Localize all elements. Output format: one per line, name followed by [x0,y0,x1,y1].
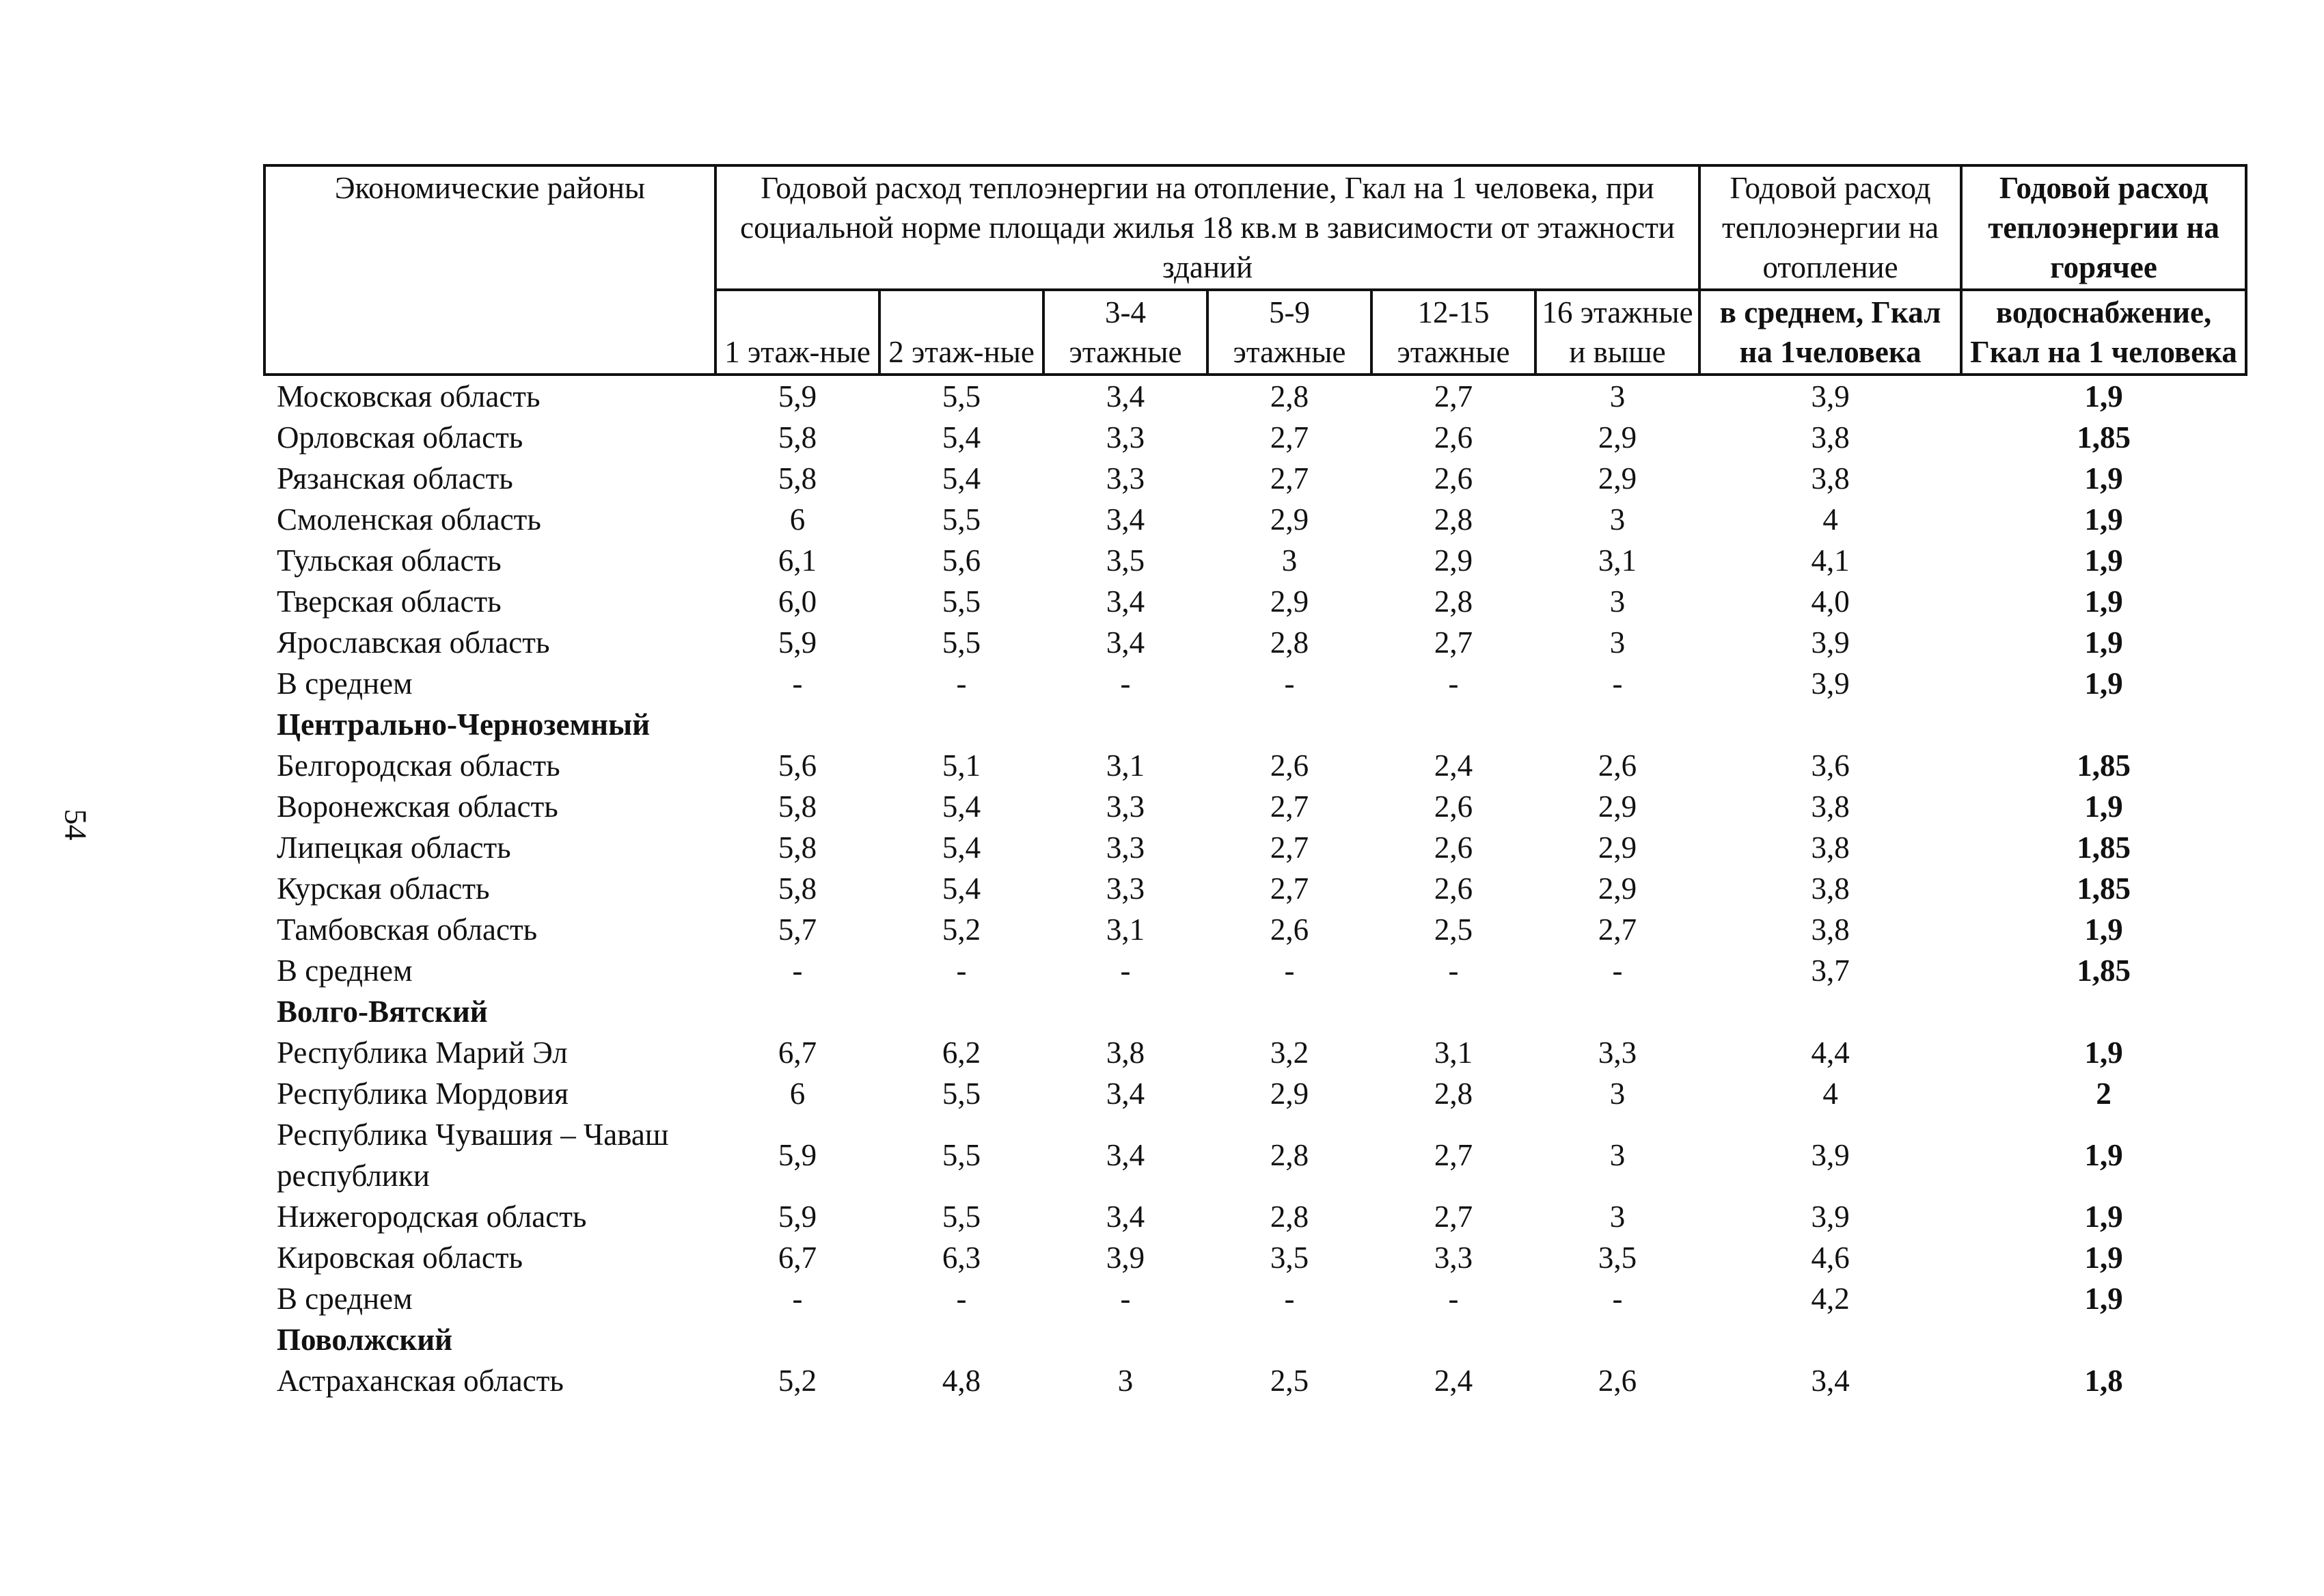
region-name: Республика Чувашия – Чаваш республики [277,1118,669,1193]
avg-value-cell: 3,9 [1811,666,1850,701]
avg-value-cell: 3,6 [1811,748,1850,783]
header-floor-3-4: 3-4 этажные [1043,290,1207,375]
header-region: Экономические районы [264,165,715,375]
table-row [264,1073,2246,1114]
region-name: Тверская область [277,584,502,619]
floor-value-cell: 3,3 [1106,830,1145,865]
header-floor-2: 2 этаж-ные [879,290,1043,375]
avg-value-cell: 3,8 [1811,789,1850,824]
floor-value-cell: 5,7 [778,912,817,947]
floor-value-cell: 2,8 [1434,502,1473,537]
floor-value-cell: 2,9 [1270,502,1309,537]
table-group-row [264,704,2246,745]
table-body [264,375,2246,1401]
avg-value-cell: 4,6 [1811,1241,1850,1275]
floor-value-cell: - [1612,1282,1623,1316]
floor-value-cell: 3 [1609,584,1626,619]
floor-value-cell: 2,8 [1434,584,1473,619]
header-water-top: Годовой расход теплоэнергии на горячее [1961,165,2246,290]
water-value-cell: 1,9 [2084,789,2123,824]
floor-value-cell: 2,9 [1270,584,1309,619]
avg-value-cell: 4,2 [1811,1282,1850,1316]
water-value-cell: 1,9 [2084,379,2123,414]
table-header [264,165,2246,375]
floor-value-cell: - [792,953,803,988]
floor-value-cell: 2,6 [1270,912,1309,947]
region-name: Нижегородская область [277,1200,587,1234]
region-name: В среднем [277,1282,413,1316]
floor-value-cell: 3,3 [1434,1241,1473,1275]
floor-value-cell: 3,3 [1106,789,1145,824]
region-name: Астраханская область [277,1364,564,1398]
table-row [264,909,2246,950]
floor-value-cell: 3,1 [1598,543,1637,578]
region-name: Белгородская область [277,748,560,783]
region-name: Тульская область [277,543,502,578]
region-name: В среднем [277,666,413,701]
header-floor-1: 1 этаж-ные [715,290,879,375]
avg-value-cell: 3,9 [1811,1200,1850,1234]
floor-value-cell: 5,5 [942,1138,981,1172]
table-row [264,581,2246,622]
floor-value-cell: 2,7 [1598,912,1637,947]
floor-value-cell: 3 [1609,1200,1626,1234]
water-value-cell: 1,9 [2084,543,2123,578]
group-name: Центрально-Черноземный [277,707,651,742]
region-name: Кировская область [277,1241,523,1275]
avg-value-cell: 3,8 [1811,871,1850,906]
floor-value-cell: 5,5 [942,625,981,660]
floor-value-cell: 5,5 [942,502,981,537]
floor-value-cell: 2,7 [1434,625,1473,660]
floor-value-cell: 5,2 [778,1364,817,1398]
floor-value-cell: 5,4 [942,789,981,824]
floor-value-cell: 5,4 [942,871,981,906]
water-value-cell: 1,9 [2084,584,2123,619]
floor-value-cell: 3,5 [1270,1241,1309,1275]
floor-value-cell: 2,6 [1598,1364,1637,1398]
table-row [264,499,2246,540]
region-name: Курская область [277,871,490,906]
floor-value-cell: 2,8 [1434,1077,1473,1111]
floor-value-cell: 3,5 [1106,543,1145,578]
floor-value-cell: 5,4 [942,420,981,455]
header-avg-top: Годовой расход теплоэнергии на отопление [1699,165,1961,290]
water-value-cell: 1,9 [2084,1241,2123,1275]
region-name: Орловская область [277,420,523,455]
floor-value-cell: 2,9 [1598,461,1637,496]
floor-value-cell: - [1284,666,1295,701]
floor-value-cell: - [1612,666,1623,701]
floor-value-cell: 2,9 [1598,789,1637,824]
avg-value-cell: 4,4 [1811,1036,1850,1070]
floor-value-cell: 3,4 [1106,1200,1145,1234]
table-row [264,1114,2246,1196]
table-row [264,1032,2246,1073]
floor-value-cell: 3,4 [1106,379,1145,414]
floor-value-cell: 3 [1609,625,1626,660]
floor-value-cell: - [1448,666,1459,701]
floor-value-cell: 3,4 [1106,502,1145,537]
table-row [264,1196,2246,1237]
floor-value-cell: 2,6 [1434,871,1473,906]
floor-value-cell: - [1284,953,1295,988]
table-row [264,663,2246,704]
avg-value-cell: 3,9 [1811,1138,1850,1172]
floor-value-cell: 3,1 [1106,912,1145,947]
floor-value-cell: 5,9 [778,625,817,660]
floor-value-cell: 2,9 [1434,543,1473,578]
heating-table [263,164,2247,1401]
floor-value-cell: 5,6 [942,543,981,578]
table-row [264,540,2246,581]
region-name: Воронежская область [277,789,558,824]
water-value-cell: 1,85 [2077,420,2131,455]
region-name: Московская область [277,379,541,414]
floor-value-cell: 3 [1609,379,1626,414]
floor-value-cell: 3 [1609,502,1626,537]
floor-value-cell: 2,8 [1270,1200,1309,1234]
floor-value-cell: 5,8 [778,871,817,906]
region-name: Ярославская область [277,625,550,660]
header-floor-12-15: 12-15 этажные [1371,290,1535,375]
floor-value-cell: - [1120,1282,1131,1316]
floor-value-cell: 3,3 [1106,420,1145,455]
header-floor-16-plus: 16 этажные и выше [1535,290,1699,375]
floor-value-cell: 5,8 [778,420,817,455]
water-value-cell: 1,9 [2084,1036,2123,1070]
floor-value-cell: 3,5 [1598,1241,1637,1275]
floor-value-cell: 3,4 [1106,1077,1145,1111]
floor-value-cell: 5,2 [942,912,981,947]
floor-value-cell: 2,7 [1270,420,1309,455]
region-name: Липецкая область [277,830,511,865]
floor-value-cell: 3,4 [1106,584,1145,619]
floor-value-cell: 2,7 [1434,379,1473,414]
floor-value-cell: 2,5 [1270,1364,1309,1398]
floor-value-cell: 3 [1609,1077,1626,1111]
floor-value-cell: 2,9 [1270,1077,1309,1111]
floor-value-cell: 5,9 [778,1138,817,1172]
floor-value-cell: 2,7 [1434,1138,1473,1172]
water-value-cell: 1,85 [2077,871,2131,906]
floor-value-cell: - [1284,1282,1295,1316]
avg-value-cell: 3,8 [1811,912,1850,947]
floor-value-cell: 3,4 [1106,625,1145,660]
avg-value-cell: 3,9 [1811,379,1850,414]
floor-value-cell: 2,6 [1434,461,1473,496]
water-value-cell: 1,85 [2077,830,2131,865]
floor-value-cell: 5,4 [942,830,981,865]
floor-value-cell: - [1448,1282,1459,1316]
avg-value-cell: 3,8 [1811,461,1850,496]
region-name: Смоленская область [277,502,541,537]
table-row [264,1360,2246,1401]
table-row [264,1237,2246,1278]
water-value-cell: 1,9 [2084,502,2123,537]
floor-value-cell: 6 [789,502,806,537]
floor-value-cell: 5,4 [942,461,981,496]
floor-value-cell: 2,4 [1434,1364,1473,1398]
floor-value-cell: 3 [1117,1364,1134,1398]
table-row [264,458,2246,499]
table-row [264,950,2246,991]
floor-value-cell: - [956,953,967,988]
page-number: 54 [58,809,94,841]
water-value-cell: 1,85 [2077,953,2131,988]
floor-value-cell: 3,4 [1106,1138,1145,1172]
water-value-cell: 1,9 [2084,461,2123,496]
header-heating-group: Годовой расход теплоэнергии на отопление, Гкал на 1 человека, при социальной норме площади жилья 18 кв.м в зависимости от этажности зданий [715,165,1699,290]
floor-value-cell: 2,6 [1434,830,1473,865]
table-row [264,745,2246,786]
floor-value-cell: 6,1 [778,543,817,578]
floor-value-cell: 3,1 [1434,1036,1473,1070]
avg-value-cell: 3,7 [1811,953,1850,988]
floor-value-cell: 5,5 [942,584,981,619]
region-name: Республика Марий Эл [277,1036,568,1070]
table-group-row [264,991,2246,1032]
floor-value-cell: - [956,666,967,701]
floor-value-cell: 3,3 [1598,1036,1637,1070]
floor-value-cell: 3,1 [1106,748,1145,783]
water-value-cell: 1,9 [2084,1282,2123,1316]
table-row [264,622,2246,663]
floor-value-cell: 6 [789,1077,806,1111]
header-floor-5-9: 5-9 этажные [1207,290,1371,375]
floor-value-cell: 5,8 [778,789,817,824]
floor-value-cell: - [956,1282,967,1316]
floor-value-cell: - [1120,666,1131,701]
avg-value-cell: 3,8 [1811,420,1850,455]
water-value-cell: 1,9 [2084,912,2123,947]
floor-value-cell: - [792,1282,803,1316]
table-row [264,375,2246,417]
header-water-bottom: водоснабжение, Гкал на 1 человека [1961,290,2246,375]
header-avg-bottom: в среднем, Гкал на 1человека [1699,290,1961,375]
avg-value-cell: 4,1 [1811,543,1850,578]
floor-value-cell: 2,7 [1270,789,1309,824]
floor-value-cell: 5,5 [942,1077,981,1111]
floor-value-cell: - [1120,953,1131,988]
floor-value-cell: 2,7 [1434,1200,1473,1234]
floor-value-cell: 6,3 [942,1241,981,1275]
floor-value-cell: 3,8 [1106,1036,1145,1070]
region-name: Рязанская область [277,461,513,496]
water-value-cell: 1,8 [2084,1364,2123,1398]
floor-value-cell: 6,7 [778,1241,817,1275]
floor-value-cell: 4,8 [942,1364,981,1398]
floor-value-cell: 2,5 [1434,912,1473,947]
avg-value-cell: 3,4 [1811,1364,1850,1398]
floor-value-cell: 2,7 [1270,461,1309,496]
avg-value-cell: 3,9 [1811,625,1850,660]
floor-value-cell: 3 [1281,543,1298,578]
table-row [264,827,2246,868]
floor-value-cell: 2,6 [1434,789,1473,824]
floor-value-cell: 2,7 [1270,871,1309,906]
avg-value-cell: 4,0 [1811,584,1850,619]
floor-value-cell: 3,3 [1106,461,1145,496]
floor-value-cell: 5,9 [778,1200,817,1234]
floor-value-cell: 3,2 [1270,1036,1309,1070]
region-name: Республика Мордовия [277,1077,569,1111]
floor-value-cell: 2,6 [1270,748,1309,783]
floor-value-cell: - [792,666,803,701]
group-name: Поволжский [277,1323,453,1357]
avg-value-cell: 4 [1822,502,1838,537]
floor-value-cell: 3 [1609,1138,1626,1172]
region-name: Тамбовская область [277,912,538,947]
floor-value-cell: 5,8 [778,461,817,496]
water-value-cell: 2 [2096,1077,2111,1111]
table-row [264,1278,2246,1319]
floor-value-cell: 5,9 [778,379,817,414]
avg-value-cell: 3,8 [1811,830,1850,865]
floor-value-cell: 2,8 [1270,1138,1309,1172]
table-row [264,786,2246,827]
floor-value-cell: 2,8 [1270,379,1309,414]
floor-value-cell: 3,9 [1106,1241,1145,1275]
floor-value-cell: 5,6 [778,748,817,783]
floor-value-cell: 2,6 [1598,748,1637,783]
water-value-cell: 1,9 [2084,1138,2123,1172]
floor-value-cell: 2,7 [1270,830,1309,865]
table-group-row [264,1319,2246,1360]
region-name: В среднем [277,953,413,988]
group-name: Волго-Вятский [277,995,488,1029]
floor-value-cell: 5,5 [942,379,981,414]
floor-value-cell: 2,9 [1598,420,1637,455]
floor-value-cell: 6,7 [778,1036,817,1070]
avg-value-cell: 4 [1822,1077,1838,1111]
floor-value-cell: 2,4 [1434,748,1473,783]
floor-value-cell: 2,8 [1270,625,1309,660]
water-value-cell: 1,9 [2084,666,2123,701]
floor-value-cell: 2,6 [1434,420,1473,455]
floor-value-cell: 5,5 [942,1200,981,1234]
floor-value-cell: 6,2 [942,1036,981,1070]
floor-value-cell: 2,9 [1598,871,1637,906]
floor-value-cell: 5,8 [778,830,817,865]
floor-value-cell: - [1612,953,1623,988]
floor-value-cell: 2,9 [1598,830,1637,865]
floor-value-cell: - [1448,953,1459,988]
water-value-cell: 1,9 [2084,625,2123,660]
floor-value-cell: 5,1 [942,748,981,783]
water-value-cell: 1,9 [2084,1200,2123,1234]
table-row [264,417,2246,458]
water-value-cell: 1,85 [2077,748,2131,783]
floor-value-cell: 6,0 [778,584,817,619]
table-row [264,868,2246,909]
floor-value-cell: 3,3 [1106,871,1145,906]
